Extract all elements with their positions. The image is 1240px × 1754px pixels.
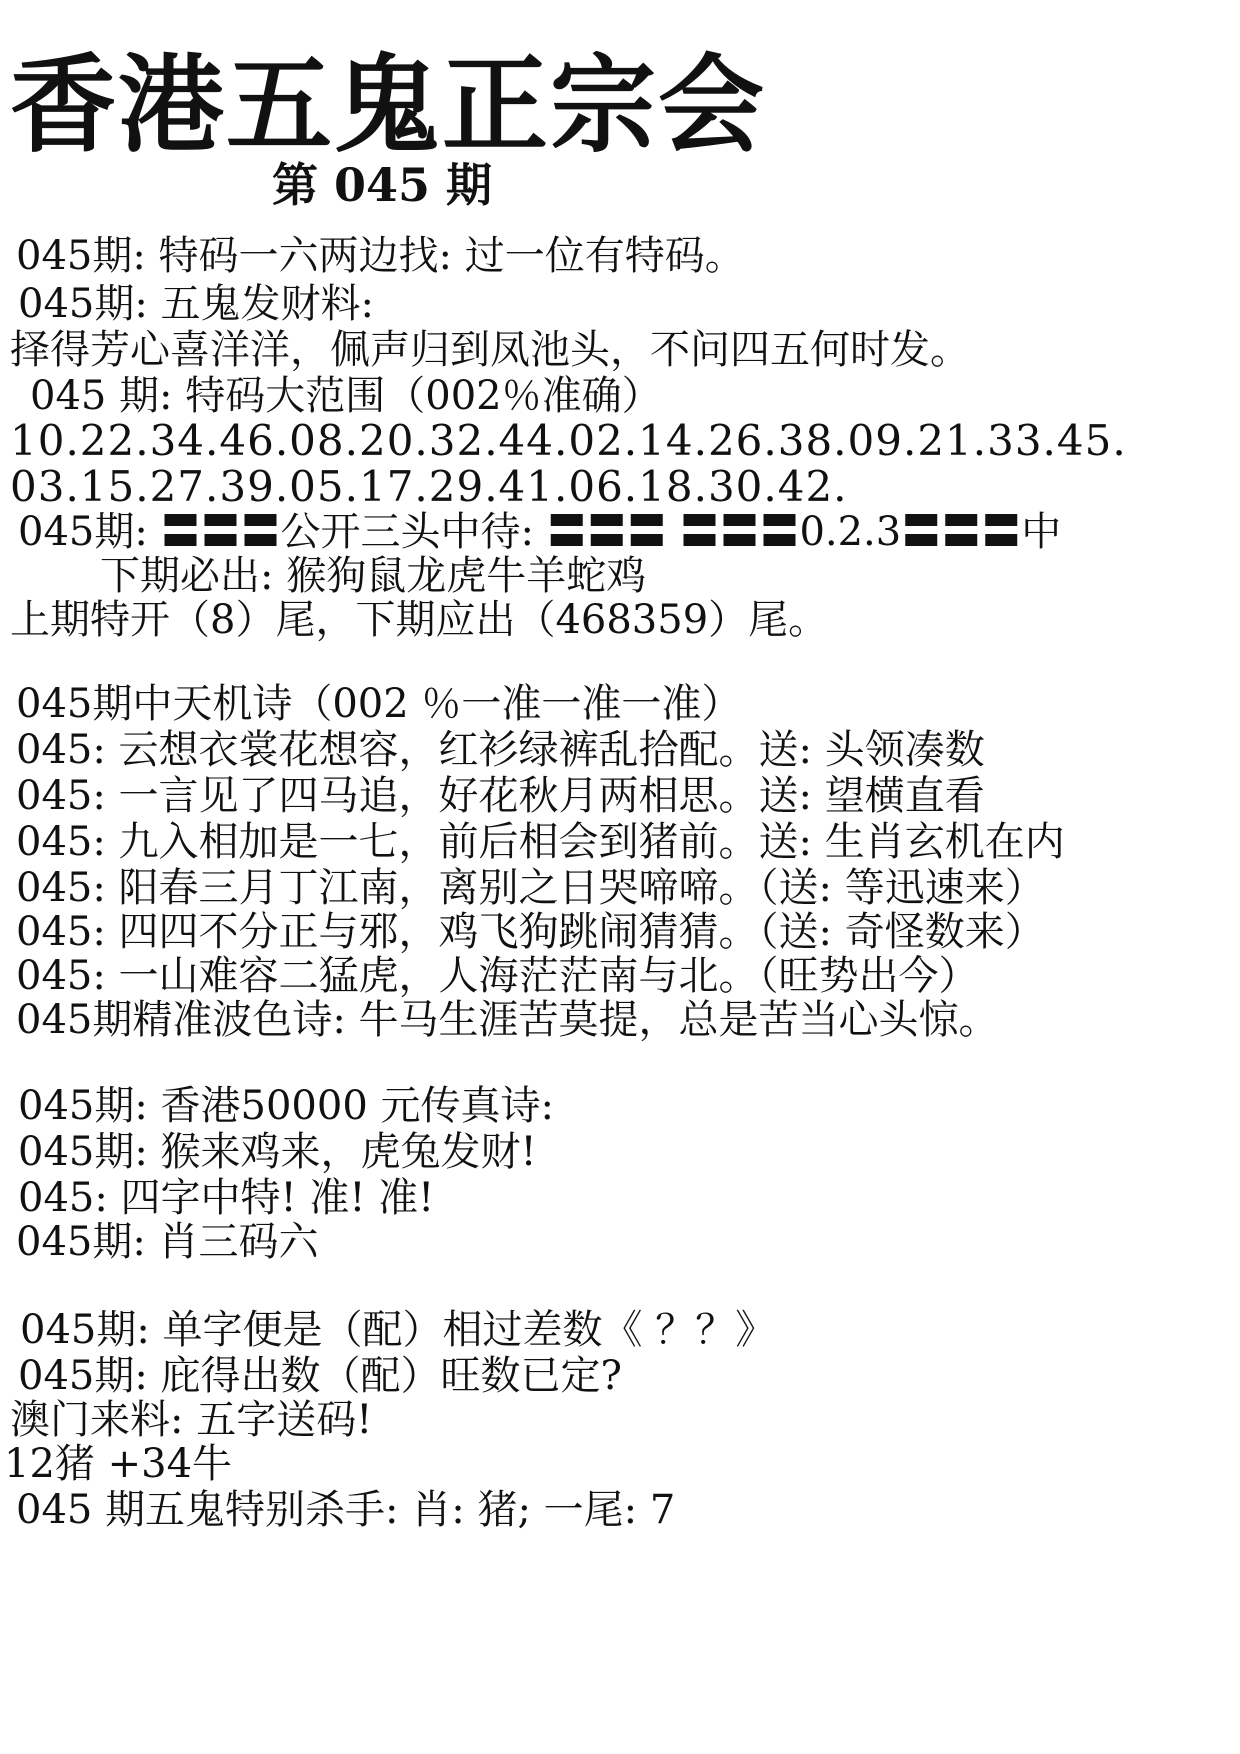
poem-line: 045: 一言见了四马追，好花秋月两相思。送: 望横直看 [16,773,985,819]
text-line: 择得芳心喜洋洋，佩声归到凤池头，不问四五何时发。 [10,327,970,373]
text-line: 045期: 特码一六两边找: 过一位有特码。 [16,233,745,279]
text-line: 045期: 庇得出数（配）旺数已定? [18,1353,622,1399]
text-line: 上期特开（8）尾，下期应出（468359）尾。 [10,597,829,643]
text-line: 045期: 五鬼发财料: [18,281,375,327]
issue-number: 第 045 期 [272,158,493,212]
page-title: 香港五鬼正宗会 [10,42,766,167]
text-line: 045 期: 特码大范围（002％准确） [30,373,662,419]
section-heading: 045期中天机诗（002 ％一准一准一准） [16,681,742,727]
poem-line: 045: 云想衣裳花想容，红衫绿裤乱拾配。送: 头领凑数 [16,727,985,773]
text-line: 045期: 单字便是（配）相过差数《 ？？》 [20,1307,776,1353]
number-range-line: 10.22.34.46.08.20.32.44.02.14.26.38.09.21.33.45. [10,416,1127,465]
text-line: 12猪 +34牛 [4,1441,233,1487]
text-line: 045期: 肖三码六 [16,1219,319,1265]
text-line: 045期: 香港50000 元传真诗: [18,1083,554,1129]
poem-line: 045: 四四不分正与邪，鸡飞狗跳闹猜猜。（送: 奇怪数来） [16,909,1045,955]
number-range-line: 03.15.27.39.05.17.29.41.06.18.30.42. [10,462,848,511]
text-line: 澳门来料: 五字送码! [10,1397,373,1443]
text-line: 045 期五鬼特别杀手: 肖: 猪; 一尾: 7 [16,1487,676,1533]
poem-line: 045: 阳春三月丁江南，离别之日哭啼啼。（送: 等迅速来） [16,865,1045,911]
poem-line: 045期精准波色诗: 牛马生涯苦莫提，总是苦当心头惊。 [16,997,999,1043]
text-line: 045: 四字中特! 准! 准! [18,1175,435,1221]
text-line: 下期必出: 猴狗鼠龙虎牛羊蛇鸡 [100,553,647,599]
text-line: 045期: 〓〓〓公开三头中待: 〓〓〓 〓〓〓0.2.3〓〓〓中 [18,509,1062,555]
text-line: 045期: 猴来鸡来，虎兔发财! [18,1129,537,1175]
poem-line: 045: 一山难容二猛虎，人海茫茫南与北。（旺势出今） [16,953,979,999]
poem-line: 045: 九入相加是一七，前后相会到猪前。送: 生肖玄机在内 [16,819,1065,865]
